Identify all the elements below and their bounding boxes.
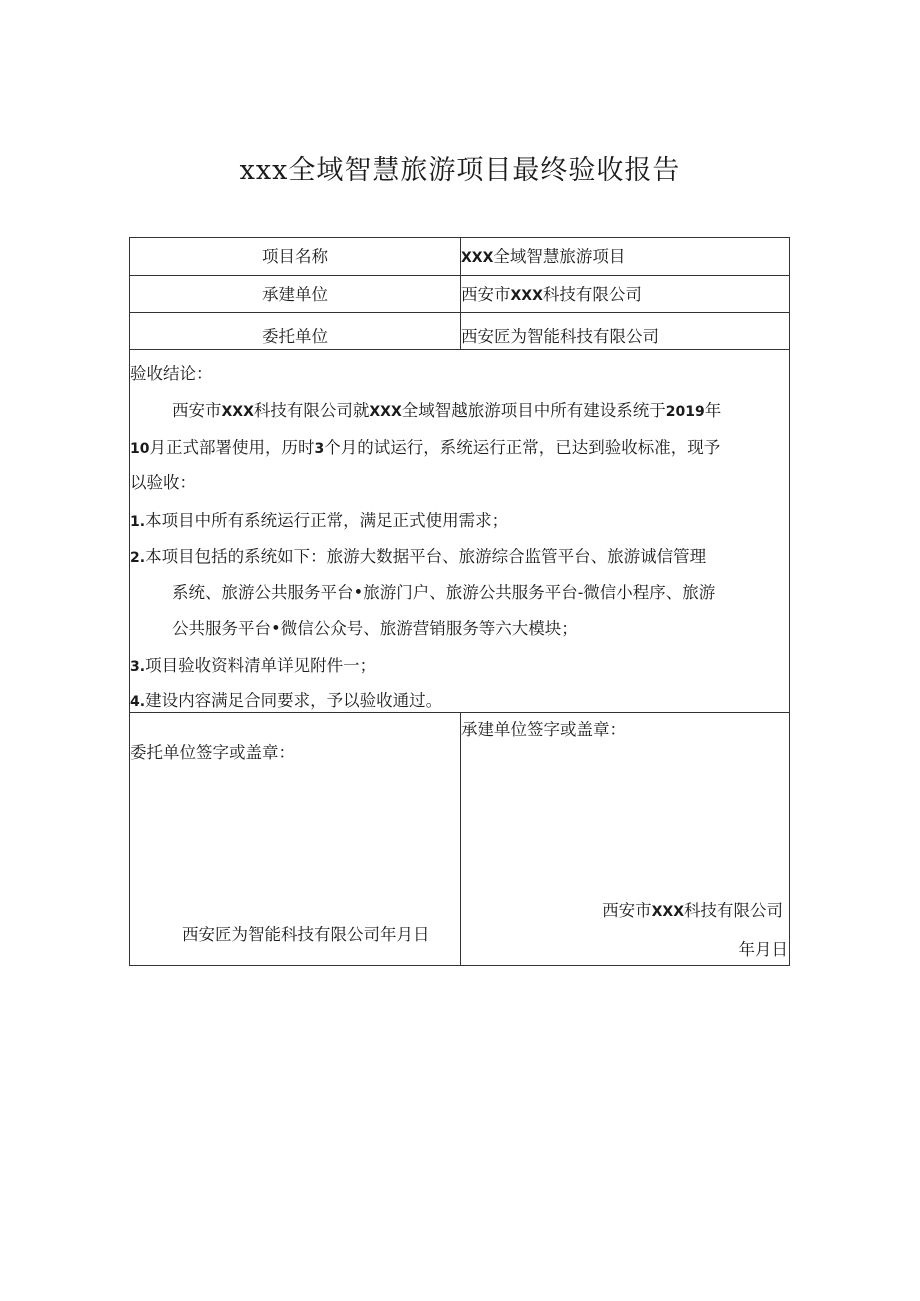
list-item-continuation: 系统、旅游公共服务平台•旅游门户、旅游公共服务平台-微信小程序、旅游: [172, 583, 716, 602]
client-signature-label: 委托单位签字或盖章：: [130, 743, 295, 762]
document-title: xxx全域智慧旅游项目最终验收报告: [239, 155, 681, 186]
project-name-label: 项目名称: [262, 247, 328, 266]
row-divider: [130, 349, 789, 350]
conclusion-paragraph-line3: 以验收：: [130, 473, 196, 492]
list-item: 2.本项目包括的系统如下：旅游大数据平台、旅游综合监管平台、旅游诚信管理: [130, 547, 707, 566]
column-divider: [460, 712, 461, 966]
conclusion-paragraph-line1: 西安市XXX科技有限公司就XXX全域智越旅游项目中所有建设系统于2019年: [172, 401, 722, 420]
acceptance-table: [129, 237, 790, 966]
list-item: 1.本项目中所有系统运行正常，满足正式使用需求；: [130, 511, 509, 530]
project-name-value: XXX全域智慧旅游项目: [461, 247, 626, 266]
list-item-continuation: 公共服务平台•微信公众号、旅游营销服务等六大模块；: [172, 619, 578, 638]
conclusion-heading: 验收结论：: [130, 364, 213, 383]
list-item: 4.建设内容满足合同要求，予以验收通过。: [130, 691, 443, 710]
conclusion-paragraph-line2: 10月正式部署使用，历时3个月的试运行，系统运行正常，已达到验收标准，现予: [130, 438, 721, 457]
contractor-signature-date: 年月日: [738, 940, 788, 959]
client-label: 委托单位: [262, 327, 328, 346]
contractor-label: 承建单位: [262, 285, 328, 304]
client-value: 西安匠为智能科技有限公司: [461, 327, 659, 346]
contractor-signature-label: 承建单位签字或盖章：: [461, 720, 626, 739]
client-signature-footer: 西安匠为智能科技有限公司年月日: [182, 925, 430, 944]
list-item: 3.项目验收资料清单详见附件一；: [130, 656, 377, 675]
contractor-signature-company: 西安市XXX科技有限公司: [602, 901, 783, 920]
contractor-value: 西安市XXX科技有限公司: [461, 285, 642, 304]
